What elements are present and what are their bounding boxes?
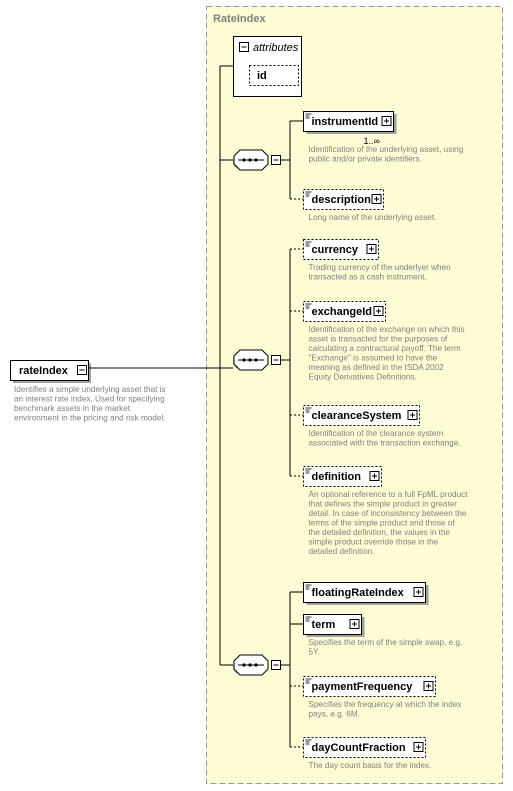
element-description-line: associated with the transaction exchange. (308, 438, 461, 448)
element-description-line: that defines the simple product in greater (308, 499, 457, 509)
root-description (14, 385, 166, 423)
element-dayCountFraction[interactable] (304, 738, 426, 758)
element-term[interactable] (304, 615, 365, 638)
element-description-line: 5Y. (308, 647, 320, 657)
element-description-line: Specifies the term of the simple swap, e.g. (308, 638, 463, 647)
element-description-line: meaning as defined in the ISDA 2002 (308, 363, 444, 372)
element-description-line: Trading currency of the underlyer when (308, 263, 451, 272)
element-label: floatingRateIndex (311, 587, 404, 599)
element-label: clearanceSystem (311, 410, 402, 422)
element-description-line: asset is transacted for the purposes of (308, 334, 448, 344)
element-description-line: detail. In case of inconsistency between the (308, 509, 467, 518)
element-description-line: The day count basis for the index. (308, 761, 432, 770)
element-description-line: Long name of the underlying asset. (308, 213, 437, 222)
type-container-title: RateIndex (213, 13, 266, 25)
root-description-line: Identifies a simple underlying asset that is (14, 385, 166, 394)
element-description-line: detailed definition. (308, 547, 375, 556)
element-description-line: An optional reference to a full FpML product (308, 490, 468, 499)
element-description-line: transacted as a cash instrument. (308, 272, 427, 282)
element-exchangeId[interactable] (304, 302, 386, 322)
element-description-line: Specifies the frequency at which the index (308, 700, 462, 709)
attributes-label: attributes (253, 42, 299, 54)
root-element-label: rateIndex (19, 365, 68, 377)
element-label: term (311, 619, 336, 631)
element-description-line: "Exchange" is assumed to have the (308, 353, 438, 363)
element-clearanceSystem[interactable] (304, 406, 420, 426)
element-description-line: Identification of the exchange on which this (308, 325, 465, 334)
element-description-line: Identification of the clearance system (308, 429, 444, 438)
root-description-line: benchmark assets in the market (14, 404, 131, 413)
element-description-line: simple product override those in the (308, 537, 439, 547)
element-description-line: terms of the simple product and those of (308, 518, 455, 528)
attributes-group (234, 37, 302, 97)
element-label: currency (311, 244, 358, 256)
element-description-line: pays, e.g. 6M. (308, 709, 360, 719)
element-floatingRateIndex[interactable] (304, 583, 429, 606)
element-description[interactable] (304, 190, 384, 210)
element-label: dayCountFraction (311, 742, 406, 754)
element-label: definition (311, 471, 361, 483)
occurrence-label: 1..∞ (363, 136, 380, 146)
element-label: paymentFrequency (311, 681, 413, 693)
element-description-line: the detailed definition, the values in the (308, 528, 451, 537)
element-paymentFrequency[interactable] (304, 677, 436, 697)
root-element[interactable] (11, 361, 92, 384)
element-description-line: Equity Derivatives Definitions. (308, 372, 417, 382)
element-label: exchangeId (311, 306, 373, 318)
root-description-line: an interest rate index. Used for specifying (14, 394, 165, 404)
element-definition[interactable] (304, 467, 382, 487)
attribute-id-label: id (257, 70, 267, 82)
root-description-line: environment in the pricing and risk model. (14, 413, 166, 423)
element-currency[interactable] (304, 240, 379, 260)
element-description-line: public and/or private identifiers. (308, 154, 422, 164)
element-description-line: Identification of the underlying asset, using (308, 145, 464, 154)
element-description-line: calculating a contractural payoff. The term (308, 344, 461, 353)
element-label: instrumentId (311, 116, 379, 128)
element-label: description (311, 194, 371, 206)
